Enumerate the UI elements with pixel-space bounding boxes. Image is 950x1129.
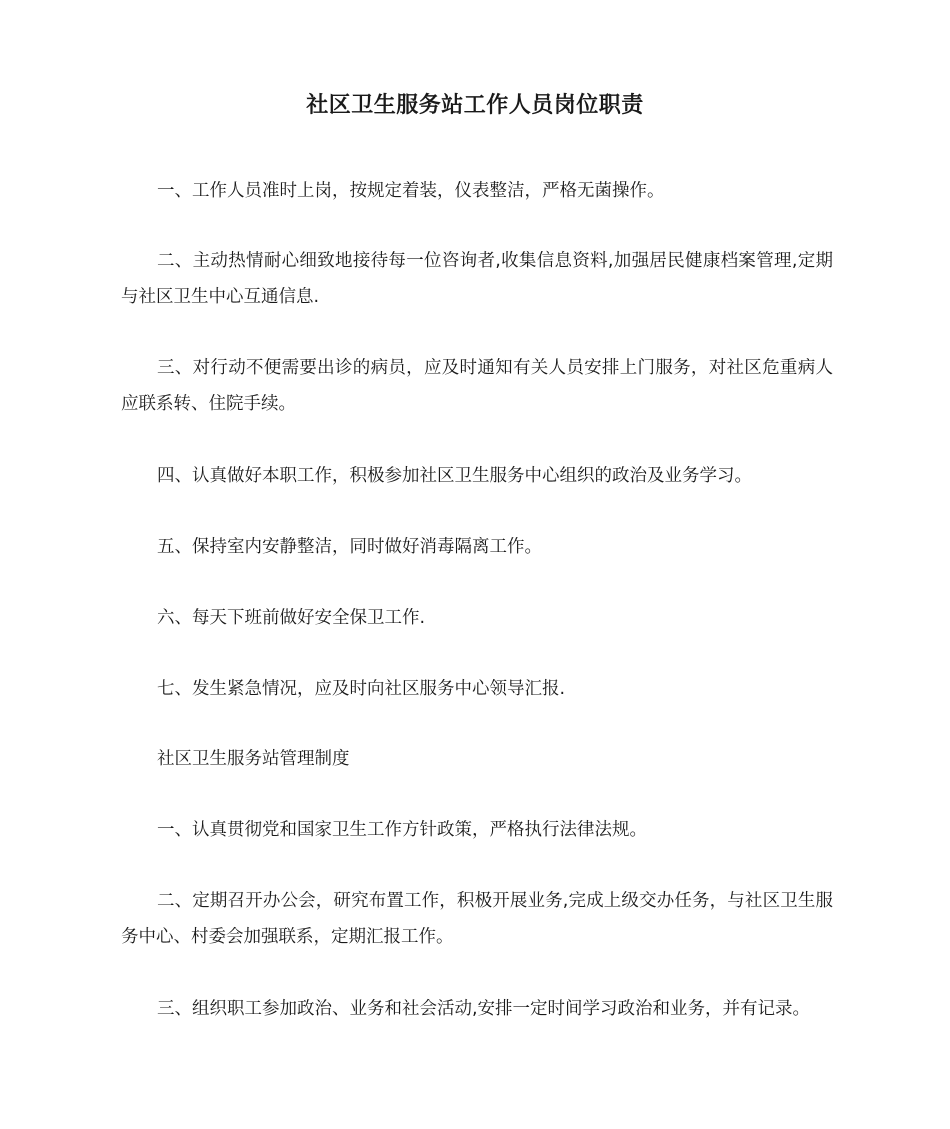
paragraph-duty-2: 二、主动热情耐心细致地接待每一位咨询者,收集信息资料,加强居民健康档案管理,定期与社区卫生中心互通信息.: [121, 251, 833, 307]
document-title: 社区卫生服务站工作人员岗位职责: [306, 93, 644, 118]
paragraph-duty-5: 五、保持室内安静整洁，同时做好消毒隔离工作。: [157, 537, 542, 557]
paragraph-duty-4: 四、认真做好本职工作，积极参加社区卫生服务中心组织的政治及业务学习。: [157, 466, 752, 486]
paragraph-rule-2: 二、定期召开办公会，研究布置工作，积极开展业务,完成上级交办任务，与社区卫生服务中心、村委会加强联系，定期汇报工作。: [121, 891, 833, 947]
paragraph-rule-1: 一、认真贯彻党和国家卫生工作方针政策，严格执行法律法规。: [157, 820, 647, 840]
paragraph-duty-7: 七、发生紧急情况，应及时向社区服务中心领导汇报.: [157, 679, 566, 699]
paragraph-duty-6: 六、每天下班前做好安全保卫工作.: [157, 608, 426, 628]
paragraph-duty-1: 一、工作人员准时上岗，按规定着装，仪表整洁，严格无菌操作。: [157, 181, 665, 201]
paragraph-rule-3: 三、组织职工参加政治、业务和社会活动,安排一定时间学习政治和业务，并有记录。: [157, 999, 811, 1019]
paragraph-duty-3: 三、对行动不便需要出诊的病员，应及时通知有关人员安排上门服务，对社区危重病人应联系转、住院手续。: [121, 358, 833, 414]
section-heading-management: 社区卫生服务站管理制度: [157, 749, 350, 769]
